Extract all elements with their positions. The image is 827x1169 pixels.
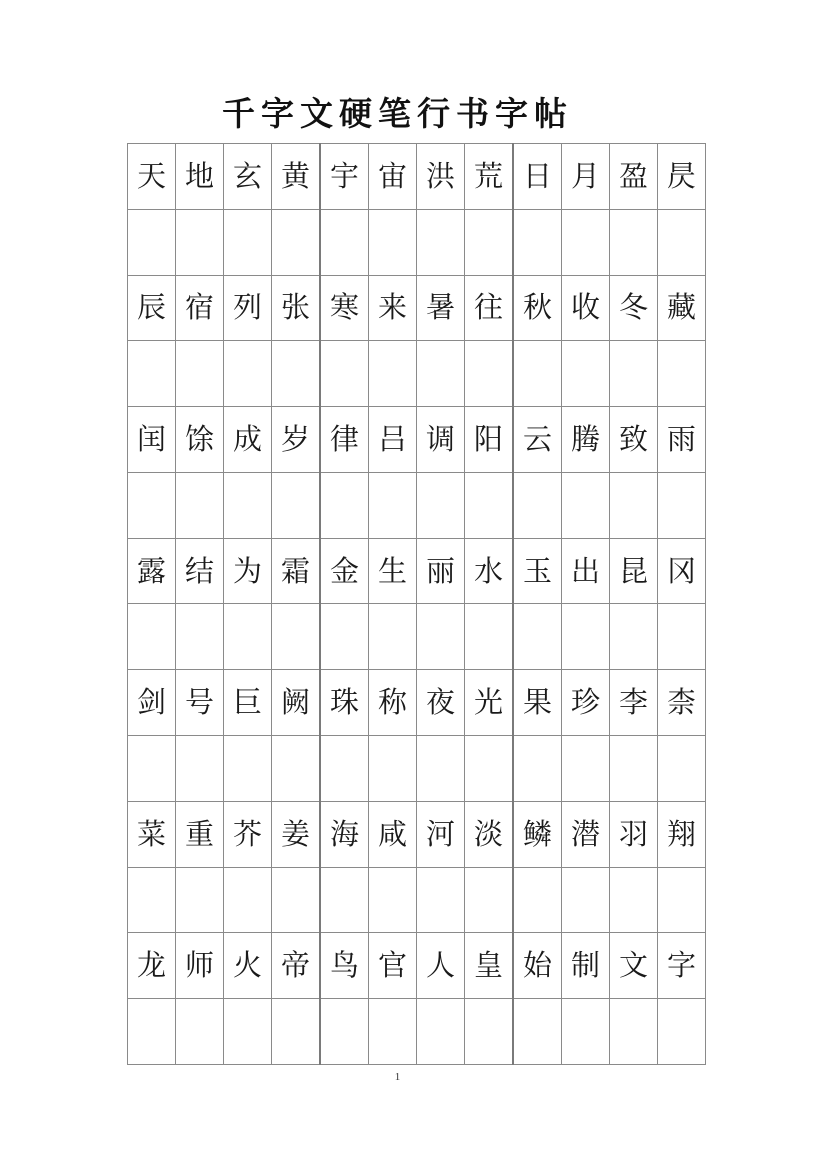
character-cell: 月 — [562, 144, 610, 210]
character-cell: 鸟 — [320, 933, 369, 999]
practice-cell — [128, 867, 176, 933]
practice-cell — [465, 341, 514, 407]
practice-row — [128, 999, 706, 1065]
character-cell: 姜 — [272, 801, 321, 867]
character-cell: 张 — [272, 275, 321, 341]
practice-cell — [369, 604, 417, 670]
practice-cell — [610, 341, 658, 407]
practice-cell — [320, 604, 369, 670]
practice-cell — [176, 341, 224, 407]
practice-cell — [417, 472, 465, 538]
grid-body — [128, 144, 706, 1065]
character-cell: 帝 — [272, 933, 321, 999]
practice-cell — [369, 341, 417, 407]
practice-cell — [272, 867, 321, 933]
character-cell: 师 — [176, 933, 224, 999]
practice-cell — [320, 209, 369, 275]
practice-cell — [224, 867, 272, 933]
character-cell: 雨 — [658, 407, 706, 473]
character-cell: 吕 — [369, 407, 417, 473]
character-cell: 列 — [224, 275, 272, 341]
practice-cell — [369, 736, 417, 802]
character-cell: 寒 — [320, 275, 369, 341]
practice-cell — [610, 736, 658, 802]
character-row — [128, 407, 706, 473]
character-cell: 秋 — [513, 275, 562, 341]
character-cell: 霜 — [272, 538, 321, 604]
character-cell: 水 — [465, 538, 514, 604]
practice-cell — [465, 472, 514, 538]
character-cell: 律 — [320, 407, 369, 473]
character-cell: 岁 — [272, 407, 321, 473]
character-cell: 致 — [610, 407, 658, 473]
character-cell: 重 — [176, 801, 224, 867]
practice-cell — [176, 867, 224, 933]
character-row — [128, 144, 706, 210]
character-row — [128, 933, 706, 999]
character-cell: 闰 — [128, 407, 176, 473]
practice-cell — [417, 209, 465, 275]
practice-cell — [658, 209, 706, 275]
character-cell: 荒 — [465, 144, 514, 210]
page-number: 1 — [394, 1071, 401, 1083]
character-cell: 号 — [176, 670, 224, 736]
practice-cell — [465, 736, 514, 802]
character-cell: 调 — [417, 407, 465, 473]
practice-cell — [369, 209, 417, 275]
practice-cell — [128, 472, 176, 538]
character-cell: 咸 — [369, 801, 417, 867]
character-cell: 光 — [465, 670, 514, 736]
character-cell: 剑 — [128, 670, 176, 736]
character-cell: 李 — [610, 670, 658, 736]
character-cell: 盈 — [610, 144, 658, 210]
character-row — [128, 275, 706, 341]
practice-row — [128, 867, 706, 933]
character-cell: 暑 — [417, 275, 465, 341]
practice-cell — [562, 999, 610, 1065]
practice-cell — [610, 604, 658, 670]
character-cell: 人 — [417, 933, 465, 999]
practice-cell — [658, 341, 706, 407]
practice-cell — [562, 867, 610, 933]
practice-row — [128, 472, 706, 538]
character-cell: 冬 — [610, 275, 658, 341]
character-cell: 洪 — [417, 144, 465, 210]
practice-cell — [610, 472, 658, 538]
practice-row — [128, 209, 706, 275]
character-cell: 玉 — [513, 538, 562, 604]
practice-cell — [465, 999, 514, 1065]
practice-cell — [320, 472, 369, 538]
practice-cell — [224, 472, 272, 538]
character-cell: 腾 — [562, 407, 610, 473]
character-cell: 潜 — [562, 801, 610, 867]
practice-cell — [128, 999, 176, 1065]
practice-cell — [562, 341, 610, 407]
character-cell: 珍 — [562, 670, 610, 736]
character-cell: 龙 — [128, 933, 176, 999]
practice-cell — [272, 736, 321, 802]
character-cell: 露 — [128, 538, 176, 604]
practice-cell — [417, 604, 465, 670]
character-cell: 柰 — [658, 670, 706, 736]
practice-cell — [176, 604, 224, 670]
practice-cell — [224, 999, 272, 1065]
practice-cell — [369, 472, 417, 538]
character-cell: 宇 — [320, 144, 369, 210]
character-cell: 昃 — [658, 144, 706, 210]
character-cell: 官 — [369, 933, 417, 999]
practice-cell — [513, 472, 562, 538]
character-cell: 巨 — [224, 670, 272, 736]
character-row — [128, 670, 706, 736]
practice-cell — [417, 341, 465, 407]
practice-cell — [176, 736, 224, 802]
character-cell: 宙 — [369, 144, 417, 210]
character-cell: 珠 — [320, 670, 369, 736]
practice-cell — [513, 867, 562, 933]
practice-cell — [658, 867, 706, 933]
character-row — [128, 801, 706, 867]
practice-cell — [128, 604, 176, 670]
page-title: 千字文硬笔行书字帖 — [222, 94, 573, 133]
character-cell: 鳞 — [513, 801, 562, 867]
practice-cell — [513, 999, 562, 1065]
character-cell: 阳 — [465, 407, 514, 473]
practice-cell — [320, 999, 369, 1065]
practice-cell — [417, 736, 465, 802]
practice-cell — [562, 472, 610, 538]
practice-cell — [320, 867, 369, 933]
practice-cell — [320, 341, 369, 407]
character-cell: 馀 — [176, 407, 224, 473]
practice-cell — [658, 999, 706, 1065]
character-cell: 夜 — [417, 670, 465, 736]
character-cell: 天 — [128, 144, 176, 210]
character-cell: 皇 — [465, 933, 514, 999]
practice-cell — [272, 472, 321, 538]
character-cell: 菜 — [128, 801, 176, 867]
character-cell: 始 — [513, 933, 562, 999]
practice-cell — [224, 604, 272, 670]
character-cell: 地 — [176, 144, 224, 210]
practice-cell — [658, 736, 706, 802]
practice-cell — [513, 341, 562, 407]
practice-cell — [658, 604, 706, 670]
practice-cell — [272, 341, 321, 407]
character-cell: 生 — [369, 538, 417, 604]
practice-cell — [128, 341, 176, 407]
practice-cell — [658, 472, 706, 538]
practice-cell — [176, 472, 224, 538]
character-cell: 海 — [320, 801, 369, 867]
practice-cell — [513, 736, 562, 802]
practice-cell — [272, 999, 321, 1065]
character-cell: 文 — [610, 933, 658, 999]
practice-cell — [369, 999, 417, 1065]
character-cell: 制 — [562, 933, 610, 999]
character-cell: 日 — [513, 144, 562, 210]
practice-cell — [176, 999, 224, 1065]
practice-cell — [224, 736, 272, 802]
practice-cell — [610, 867, 658, 933]
practice-cell — [513, 209, 562, 275]
practice-cell — [562, 736, 610, 802]
character-cell: 成 — [224, 407, 272, 473]
practice-cell — [465, 604, 514, 670]
practice-row — [128, 341, 706, 407]
practice-cell — [465, 867, 514, 933]
character-cell: 出 — [562, 538, 610, 604]
character-grid — [127, 143, 706, 1065]
character-cell: 翔 — [658, 801, 706, 867]
practice-cell — [417, 999, 465, 1065]
character-cell: 字 — [658, 933, 706, 999]
practice-cell — [176, 209, 224, 275]
character-cell: 河 — [417, 801, 465, 867]
practice-row — [128, 604, 706, 670]
practice-cell — [272, 604, 321, 670]
practice-cell — [320, 736, 369, 802]
character-cell: 云 — [513, 407, 562, 473]
character-cell: 来 — [369, 275, 417, 341]
character-cell: 羽 — [610, 801, 658, 867]
character-cell: 火 — [224, 933, 272, 999]
character-cell: 为 — [224, 538, 272, 604]
practice-cell — [562, 209, 610, 275]
practice-cell — [128, 736, 176, 802]
character-cell: 果 — [513, 670, 562, 736]
character-cell: 丽 — [417, 538, 465, 604]
practice-cell — [272, 209, 321, 275]
character-cell: 藏 — [658, 275, 706, 341]
practice-cell — [128, 209, 176, 275]
character-cell: 收 — [562, 275, 610, 341]
character-cell: 宿 — [176, 275, 224, 341]
practice-cell — [562, 604, 610, 670]
practice-cell — [369, 867, 417, 933]
character-cell: 玄 — [224, 144, 272, 210]
practice-cell — [610, 999, 658, 1065]
practice-cell — [224, 209, 272, 275]
character-cell: 淡 — [465, 801, 514, 867]
practice-cell — [417, 867, 465, 933]
character-cell: 往 — [465, 275, 514, 341]
practice-cell — [513, 604, 562, 670]
character-cell: 结 — [176, 538, 224, 604]
character-row — [128, 538, 706, 604]
practice-row — [128, 736, 706, 802]
character-cell: 称 — [369, 670, 417, 736]
character-cell: 黄 — [272, 144, 321, 210]
character-cell: 辰 — [128, 275, 176, 341]
character-cell: 阙 — [272, 670, 321, 736]
character-cell: 昆 — [610, 538, 658, 604]
practice-cell — [465, 209, 514, 275]
practice-cell — [224, 341, 272, 407]
character-cell: 芥 — [224, 801, 272, 867]
practice-cell — [610, 209, 658, 275]
character-cell: 金 — [320, 538, 369, 604]
character-cell: 冈 — [658, 538, 706, 604]
